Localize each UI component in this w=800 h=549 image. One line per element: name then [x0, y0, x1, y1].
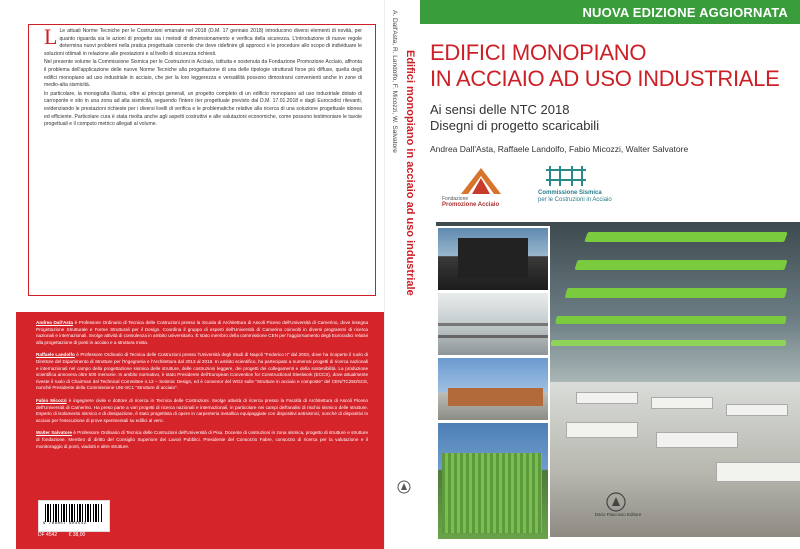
back-cover-bios-panel [16, 312, 384, 549]
logo1-top-text: Fondazione [442, 196, 469, 202]
photo-interior-trusses [436, 291, 550, 357]
publisher-emblem-icon [606, 492, 626, 512]
front-authors: Andrea Dall'Asta, Raffaele Landolfo, Fabio Micozzi, Walter Salvatore [430, 144, 689, 154]
desk [576, 392, 638, 404]
subtitle-line-2: Disegni di progetto scaricabili [430, 118, 600, 133]
price: € 38,00 [68, 532, 86, 538]
book-title [430, 40, 795, 92]
bio-name: Raffaele Landolfo [36, 352, 75, 358]
bio-text: è ingegnere civile e dottore di ricerca in Tecnica delle Costruzioni. Svolge attività di ricerca presso la Facoltà di Architettura di Ascoli Piceno dell'Università di Camerino. Ha preso parte a vari progetti di ricerca nazionali e internazionali, in particolare nei campi dell'analisi di rischio sismico delle strutture. Esperto di isolamento sismico e di dissipazione, è stato progettista di opere in carpenteria metallica equipaggiate con dispositivi antisismici, nonché di dispositivi in acciaio per l'esecuzione di prove sperimentali su edifici al vero. [36, 397, 369, 423]
spine [384, 0, 421, 549]
facade-block [448, 388, 543, 406]
green-beam [584, 232, 788, 242]
bio-salvatore [36, 430, 368, 450]
price-row [38, 532, 108, 538]
barcode-bars [45, 504, 103, 522]
bio-name: Fabio Micozzi [36, 397, 67, 403]
desk [651, 397, 713, 409]
logo2-line-1: Commissione Sismica [538, 190, 602, 196]
banner-text: NUOVA EDIZIONE AGGIORNATA [582, 5, 788, 20]
logo-commissione-sismica [538, 164, 648, 208]
commissione-sismica-logo-icon [546, 164, 586, 188]
title-line-2: IN ACCIAIO AD USO INDUSTRIALE [430, 66, 780, 91]
barcode-number: 9 788857 904542 [43, 522, 87, 526]
book-subtitle [430, 102, 795, 134]
edition-banner [420, 0, 800, 24]
spine-title: Edifici monopiano in acciaio ad uso industriale [404, 50, 416, 296]
subtitle-line-1: Ai sensi delle NTC 2018 [430, 102, 570, 117]
photo-industrial-facade [436, 356, 550, 422]
intro-paragraph-2: Nel presente volume la Commissione Sismica per le Costruzioni in Acciaio, istituita e sostenuta da Fondazione Promozione Acciaio, affronta il problema dell'applicazione delle nuove Norme Tecniche alla progettazione di una delle tipologie strutturali forse più diffuse, quella degli edifici monopiano ad uso industriale in acciaio, che per la loro leggerezza e versatilità possono dimostrarsi convenienti anche in zone di medio-alta sismicità. [44, 59, 362, 89]
publisher-logo-icon [397, 480, 411, 494]
bio-dallasta [36, 320, 368, 346]
building-block [458, 238, 528, 278]
truss-line [438, 323, 548, 326]
bio-name: Walter Salvatore [36, 430, 72, 436]
green-beam [551, 340, 787, 346]
promozione-acciaio-logo-icon [456, 166, 506, 196]
spine-authors: A. Dall'Asta, R. Landolfo, F. Micozzi, W. Salvatore [391, 10, 398, 153]
bio-text: è Professore Ordinario di Tecnica delle Costruzioni dell'Università di Pisa. Docente di costruzioni in zona sismica, progetto di strutture e strutture di fondazione. Membro di diritto del Consiglio Superiore dei Lavori Pubblici. Presidente del Consorzio Fabre, consorzio di ricerca per la valutazione e il monitoraggio di ponti, viadotti e altre strutture. [36, 430, 369, 449]
publisher-name: Dario Flaccovio Editore [594, 512, 642, 517]
green-beam [555, 316, 786, 324]
product-code: DF 4542 [38, 532, 58, 538]
green-beam [574, 260, 787, 270]
back-cover [0, 0, 384, 549]
isbn-barcode [38, 500, 110, 532]
photo-green-facade [436, 421, 550, 541]
desk [656, 432, 738, 448]
green-beam [565, 288, 787, 298]
back-description [44, 24, 362, 292]
author-bios [36, 320, 368, 456]
bio-text: è Professore Ordinario di Tecnica delle Costruzioni presso la Scuola di Architettura di Ascoli Piceno dell'Università di Camerino, dove insegna Progettazione Strutturale e Forme Strutturali per il Design. Coordina il gruppo di esperti dell'Università di Camerino coinvolti in diversi programmi di ricerca nazionali e internazionali. Svolge attività di consulenza in ambito universitario. È stato membro della commissione CEN per l'aggiornamento degli Eurocodici relativi alla progettazione di ponti in acciaio e a struttura mista. [36, 320, 369, 345]
title-line-1: EDIFICI MONOPIANO [430, 40, 647, 65]
logo2-label [538, 190, 612, 204]
photo-black-building [436, 226, 550, 292]
desk [716, 462, 800, 482]
logo1-label [442, 196, 499, 208]
green-wall [442, 453, 542, 533]
logo2-line-2: per le Costruzioni in Acciaio [538, 197, 612, 203]
truss-line [438, 335, 548, 338]
logo1-name-text: Promozione Acciaio [442, 202, 500, 208]
bio-text: è Professore Ordinario di Tecnica delle Costruzioni presso l'Università degli Studi di Napoli "Federico II" dal 2003, dove ha ricoperto il ruolo di Direttore del Dipartimento di Strutture per l'Ingegneria e l'Architettura dal 2013 al 2018. In ambito scientifico, ha partecipato a numerosi progetti di ricerca nazionali e internazionali nel campo della progettazione sismica delle strutture, delle costruzioni leggere, dei progetti dei collegamenti e della sostenibilità. La produzione scientifica annovera oltre 500 memorie. In ambito normativo, è stato Presidente dell'European Convention for Constructional Steelwork (ECCS), dove attualmente riveste il ruolo di Chairman del Technical Committee n.13 – Seismic Design, ed è convenor del WG2 sulle "Strutture in acciaio e composte" del CEN/TC250/SC8, nonché Presidente della Commissione UNI-SC1 "Strutture di acciaio". [36, 352, 368, 391]
front-cover [420, 0, 800, 549]
desk [726, 404, 788, 416]
desk [566, 422, 638, 438]
bio-micozzi [36, 398, 368, 424]
bio-landolfo [36, 352, 368, 392]
back-cover-top [16, 4, 384, 310]
intro-paragraph-1: L Le attuali Norme Tecniche per le Costruzioni emanate nel 2018 (D.M. 17 gennaio 2018) introducono diversi elementi di novità, per quanto riguarda sia le azioni di progetto sia i metodi di dimensionamento e verifica della sicurezza. L'introduzione di nuove regole determina nuovi problemi nella pratica progettuale corrente che deve ridefinire gli approcci e le procedure allo scopo di individuare le soluzioni ottimali in relazione alle prestazioni e al livello di sicurezza richiesti. [44, 24, 362, 57]
logo-promozione-acciaio [442, 166, 522, 208]
intro-paragraph-3: In particolare, la monografia illustra, oltre ai principi generali, un progetto completo di un edificio monopiano ad uso industriale dotato di carroponte e sito in una zona ad alta sismicità, seguendo l'intero iter progettuale previsto dal D.M. 17.01.2018 e dagli Eurocodici rilevanti, evidenziando le prestazioni richieste per i diversi livelli di verifica e le problematiche relative alla ricerca di una soluzione progettuale idonea ed efficiente. Particolare cura è stata rivolta anche agli aspetti costruttivi e alle valutazioni economiche, come possono testimoniare le tavole progettuali e il computo metrico allegati al volume. [44, 90, 362, 128]
dropcap: L [44, 24, 58, 49]
bio-name: Andrea Dall'Asta [36, 320, 73, 325]
